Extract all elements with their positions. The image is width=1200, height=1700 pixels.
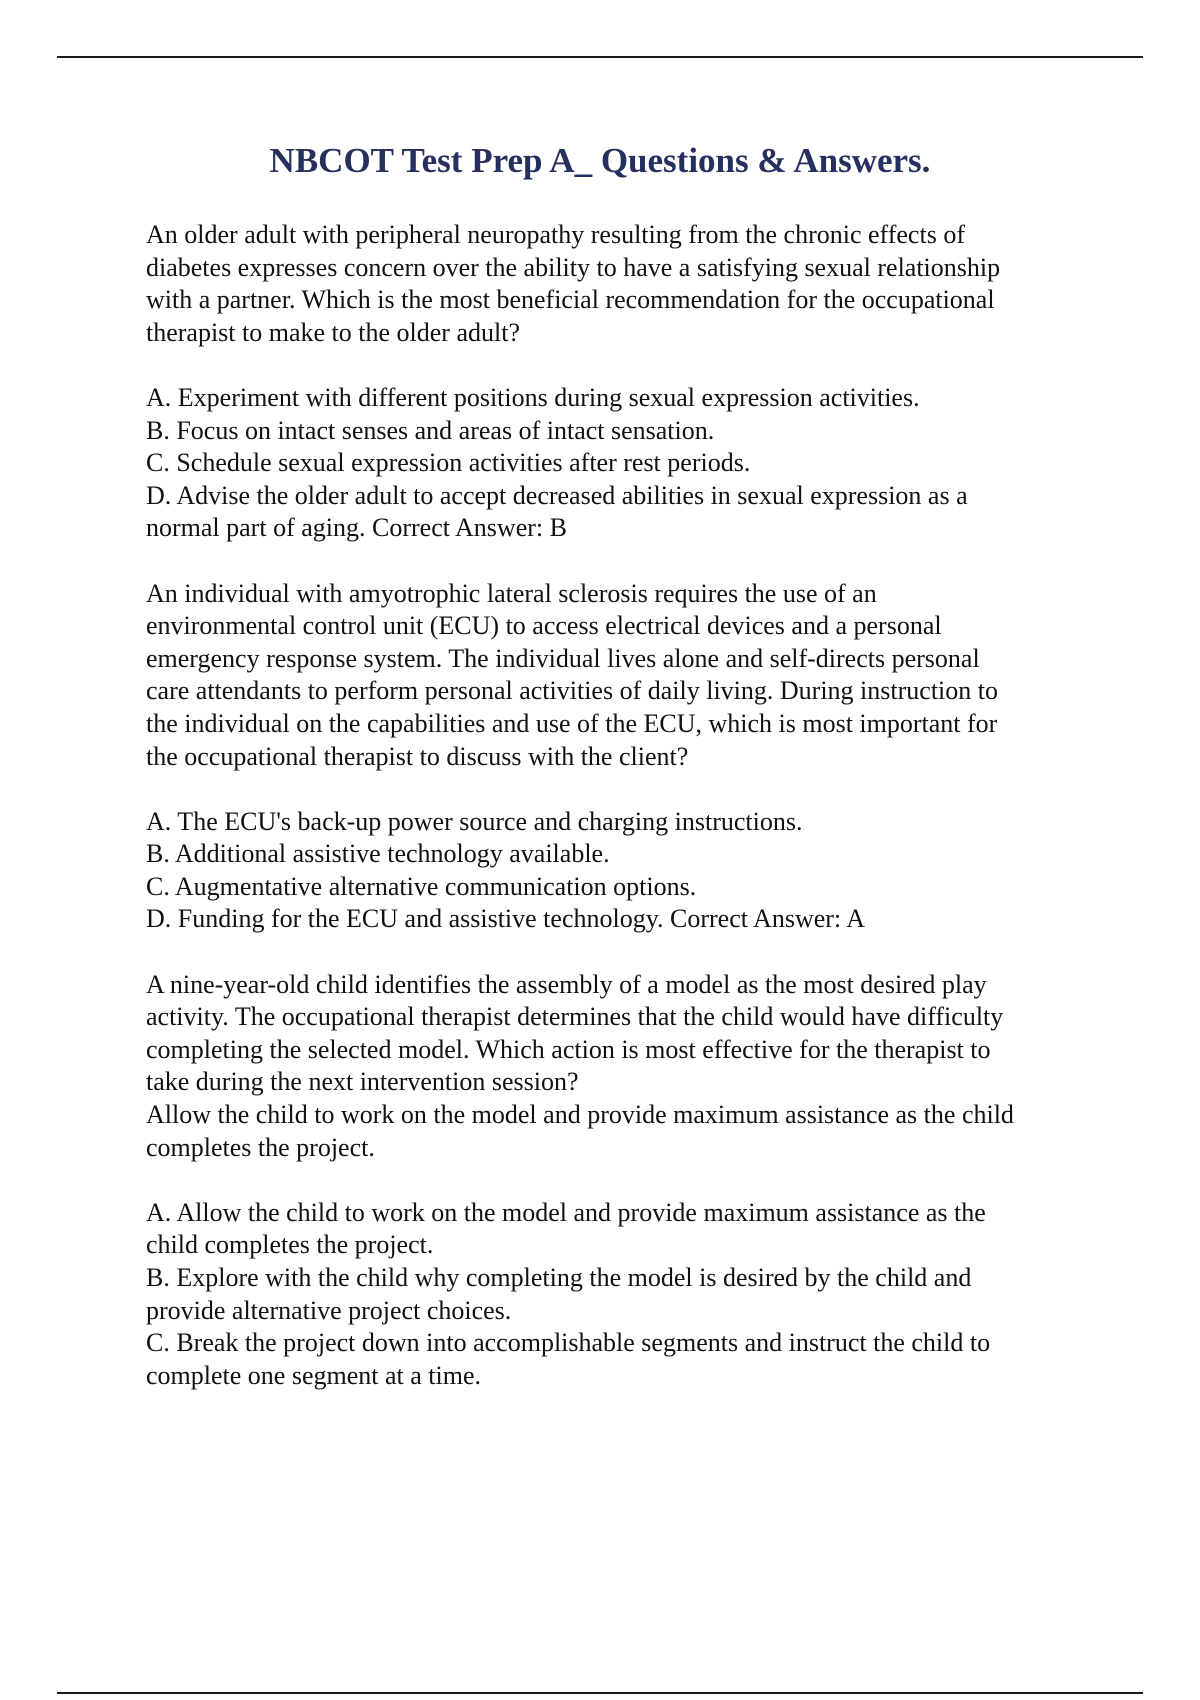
answer-option-b: B. Focus on intact senses and areas of intact sensation. — [146, 415, 715, 445]
question-3 — [146, 969, 1096, 1393]
question-stem: An older adult with peripheral neuropathy resulting from the chronic effects of diabetes expresses concern over the ability to have a satisfying sexual relationship with a partner. Which is the most beneficial recommendation for the occupational therapist to make to the older adult? — [146, 220, 1001, 347]
header-rule — [57, 56, 1143, 58]
question-stem: A nine-year-old child identifies the assembly of a model as the most desired play activity. The occupational therapist determines that the child would have difficulty completing the selected model. Which action is most effective for the therapist to take during the next intervention session? Allow the child to work on the model and provide maximum assistance as the child completes the project. — [146, 969, 1014, 1162]
answer-option-d: D. Advise the older adult to accept decreased abilities in sexual expression as a normal part of aging. Correct Answer: B — [146, 480, 968, 543]
answer-option-c: C. Schedule sexual expression activities after rest periods. — [146, 448, 751, 478]
answer-option-d: D. Funding for the ECU and assistive technology. Correct Answer: A — [146, 904, 865, 934]
answer-option-a: A. The ECU's back-up power source and charging instructions. — [146, 806, 803, 836]
question-2 — [146, 578, 1096, 937]
question-1 — [146, 219, 1096, 545]
document-body — [146, 219, 1096, 1392]
question-stem: An individual with amyotrophic lateral sclerosis requires the use of an environmental control unit (ECU) to access electrical devices and a personal emergency response system. The individual lives alone and self-directs personal care attendants to perform personal activities of daily living. During instruction to the individual on the capabilities and use of the ECU, which is most important for the occupational therapist to discuss with the client? — [146, 578, 998, 771]
answer-option-c: C. Break the project down into accomplishable segments and instruct the child to complete one segment at a time. — [146, 1328, 991, 1390]
answer-option-a: A. Allow the child to work on the model and provide maximum assistance as the child completes the project. — [146, 1197, 986, 1260]
document-title: NBCOT Test Prep A_ Questions & Answers. — [269, 141, 931, 180]
answer-option-b: B. Explore with the child why completing the model is desired by the child and provide alternative project choices. — [146, 1263, 972, 1325]
footer-rule — [57, 1692, 1143, 1694]
answer-option-b: B. Additional assistive technology available. — [146, 839, 610, 869]
answer-option-a: A. Experiment with different positions during sexual expression activities. — [146, 382, 920, 412]
answer-option-c: C. Augmentative alternative communication options. — [146, 871, 697, 901]
